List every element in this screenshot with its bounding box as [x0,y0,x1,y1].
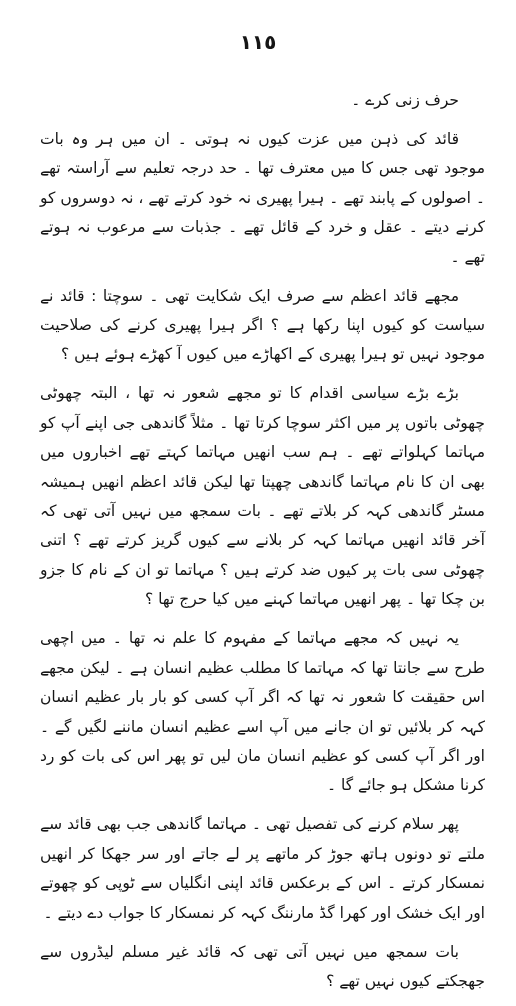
paragraph-4: بڑے بڑے سیاسی اقدام کا تو مجھے شعور نہ تھا ، البتہ چھوٹی چھوٹی باتوں پر میں اکثر سوچا کرتا تھا ۔ مثلاً گاندھی جی اپنے آپ کو مہاتما کہلواتے تھے ۔ ہم سب انھیں مہاتما کہتے تھے اخباروں میں بھی ان کا نام مہاتما گاندھی چھپتا تھا لیکن قائد اعظم انھیں ہمیشہ مسٹر گاندھی کہہ کر بلاتے تھے ۔ بات سمجھ میں نہیں آتی تھی کہ آخر قائد انھیں مہاتما کہہ کر بلانے سے کیوں گریز کرتے تھے ؟ اتنی چھوٹی سی بات پر کیوں ضد کرتے ہیں ؟ مہاتما تو ان کے نام کا جزو بن چکا تھا ۔ پھر انھیں مہاتما کہنے میں کیا حرج تھا ؟ [40,384,485,609]
page-number: ١١٥ [239,30,277,54]
paragraph-2: قائد کی ذہن میں عزت کیوں نہ ہوتی ۔ ان میں ہر وہ بات موجود تھی جس کا میں معترف تھا ۔ حد درجہ تعلیم سے آراستہ تھے ۔ اصولوں کے پابند تھے ۔ ہیرا پھیری نہ خود کرتے تھے ، نہ دوسروں کو کرنے دیتے ۔ عقل و خرد کے قائل تھے ۔ جذبات سے مرعوب نہ ہوتے تھے ۔ [40,130,485,266]
paragraph-1: حرف زنی کرے ۔ [351,91,459,109]
paragraph-7: بات سمجھ میں نہیں آتی تھی کہ قائد غیر مسلم لیڈروں سے جھجکتے کیوں نہیں تھے ؟ [40,942,485,990]
paragraph-5: یہ نہیں کہ مجھے مہاتما کے مفہوم کا علم نہ تھا ۔ میں اچھی طرح سے جانتا تھا کہ مہاتما کا مطلب عظیم انسان ہے ۔ لیکن مجھے اس حقیقت کا شعور نہ تھا کہ اگر آپ کسی کو بار بار عظیم انسان کہہ کر بلائیں تو ان جانے میں آپ اسے عظیم انسان ماننے لگیں گے ۔ اور اگر آپ کسی کو عظیم انسان مان لیں تو پھر اس کی بات کو رد کرنا مشکل ہو جائے گا ۔ [40,629,485,795]
paragraph-3: مجھے قائد اعظم سے صرف ایک شکایت تھی ۔ سوچتا : قائد نے سیاست کو کیوں اپنا رکھا ہے ؟ اگر ہیرا پھیری کرنے کی صلاحیت موجود نہیں تو ہیرا پھیری کے اکھاڑے میں کیوں آ کھڑے ہوئے ہیں ؟ [40,286,485,364]
paragraph-6: پھر سلام کرنے کی تفصیل تھی ۔ مہاتما گاندھی جب بھی قائد سے ملتے تو دونوں ہاتھ جوڑ کر ماتھے پر لے جاتے اور سر جھکا کر انھیں نمسکار کرتے ۔ اس کے برعکس قائد اپنی انگلیاں سے ٹوپی کو چھوتے اور ایک خشک اور کھرا گڈ مارننگ کہہ کر نمسکار کا جواب دے دیتے ۔ [40,815,485,922]
page-body [40,86,485,1006]
